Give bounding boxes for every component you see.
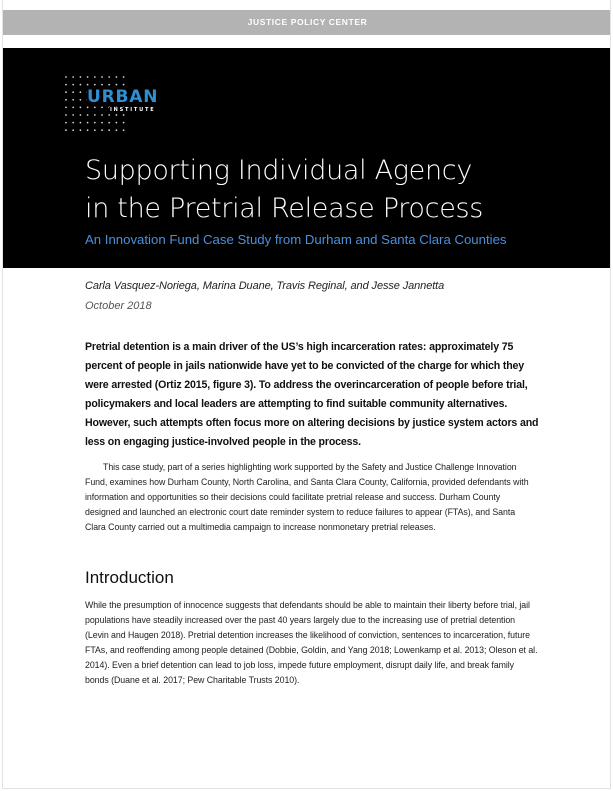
section-heading: Introduction xyxy=(85,568,174,587)
section-paragraph: While the presumption of innocence suggests that defendants should be able to maintain their liberty before trial, jail populations have steadily increased over the past 40 years largely due to the increasing use of pretrial detention (Levin and Haugen 2018). Pretrial detention increases the likelihood of conviction, sentences to incarceration, future FTAs, and reoffending among people detained (Dobbie, Goldin, and Yang 2018; Lowenkamp et al. 2013; Oleson et al. 2014). Even a brief detention can lead to job loss, impede future employment, disrupt daily life, and break family bonds (Duane et al. 2017; Pew Charitable Trusts 2010). xyxy=(85,600,538,685)
lead-paragraph: Pretrial detention is a main driver of the US’s high incarceration rates: approximately 75 percent of people in jails nationwide have yet to be convicted of the charge for which they were arrested (Ortiz 2015, figure 3). To address the overincarceration of people before trial, policymakers and local leaders are attempting to find suitable community alternatives. However, such attempts often focus more on altering decisions by justice system actors and less on engaging justice-involved people in the process. xyxy=(85,341,539,449)
document-page xyxy=(2,0,611,789)
hero-banner xyxy=(3,48,611,268)
logo-wordmark: URBAN xyxy=(87,87,159,107)
publication-date: October 2018 xyxy=(85,300,152,312)
title-line-1: Supporting Individual Agency xyxy=(85,155,473,186)
document-subtitle: An Innovation Fund Case Study from Durham and Santa Clara Counties xyxy=(85,232,507,247)
document-title xyxy=(85,152,585,228)
urban-institute-logo xyxy=(63,74,173,136)
body-paragraph: This case study, part of a series highlighting work supported by the Safety and Justice Challenge Innovation Fund, examines how Durham County, North Carolina, and Santa Clara County, California, provided defendants with information and opportunities so their decisions could facilitate pretrial release and success. Durham County designed and launched an electronic court date reminder system to reduce failures to appear (FTAs), and Santa Clara County carried out a multimedia campaign to increase nonmonetary pretrial releases. xyxy=(85,462,529,532)
logo-subwordmark: INSTITUTE xyxy=(110,107,156,113)
author-list: Carla Vasquez-Noriega, Marina Duane, Travis Reginal, and Jesse Jannetta xyxy=(85,280,445,292)
title-line-2: in the Pretrial Release Process xyxy=(85,193,484,224)
center-banner: JUSTICE POLICY CENTER xyxy=(3,10,611,35)
